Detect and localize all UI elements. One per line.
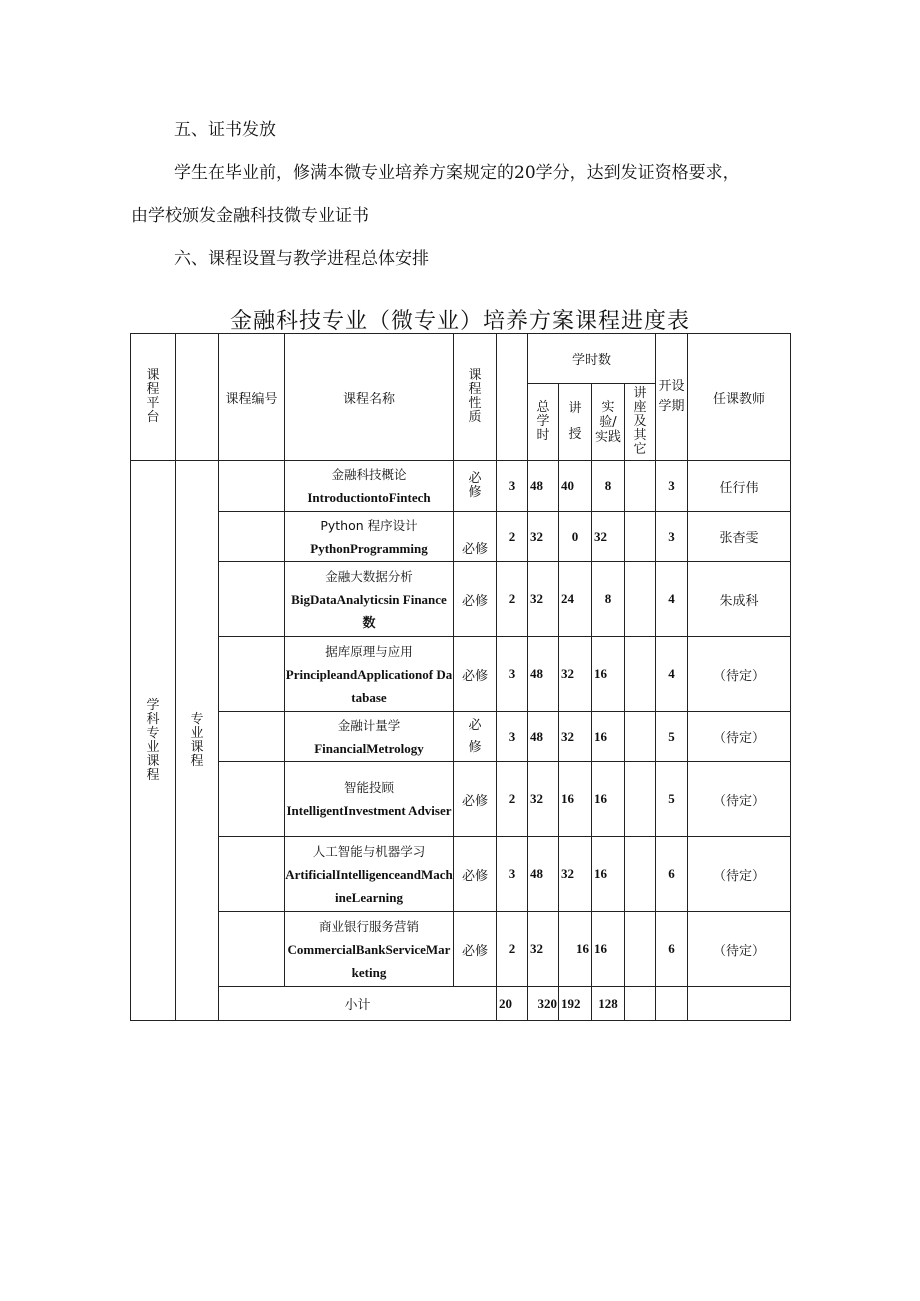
credit-cell: 3	[497, 837, 528, 912]
lab-hours-cell: 16	[592, 712, 625, 762]
section-heading-certificate: 五、证书发放	[174, 120, 276, 140]
course-code-cell	[219, 712, 285, 762]
lecture-hours-cell: 32	[559, 637, 592, 712]
teacher-cell: 朱成科	[688, 562, 791, 637]
semester-cell: 4	[656, 562, 688, 637]
total-hours-cell: 32	[528, 512, 559, 562]
course-name-cell: 金融科技概论 IntroductiontoFintech	[285, 461, 454, 512]
course-type-cell: 必修	[454, 637, 497, 712]
table-row	[131, 712, 791, 762]
subtotal-semester	[656, 987, 688, 1021]
lab-hours-cell: 8	[592, 562, 625, 637]
lab-hours-cell: 16	[592, 837, 625, 912]
header-code: 课程编号	[219, 334, 285, 461]
total-hours-cell: 32	[528, 912, 559, 987]
semester-cell: 3	[656, 461, 688, 512]
header-name: 课程名称	[285, 334, 454, 461]
header-teacher: 任课教师	[688, 334, 791, 461]
subtotal-teacher	[688, 987, 791, 1021]
seminar-hours-cell	[625, 562, 656, 637]
header-platform: 课程平台	[131, 334, 176, 461]
subtotal-seminar	[625, 987, 656, 1021]
header-nature: 课程性质	[454, 334, 497, 461]
table-row	[131, 512, 791, 562]
header-lab: 实验/实践	[592, 384, 625, 461]
lab-hours-cell: 16	[592, 762, 625, 837]
course-code-cell	[219, 461, 285, 512]
course-name-cell: 人工智能与机器学习 ArtificialIntelligenceandMachineLearning	[285, 837, 454, 912]
platform-cell: 学科专业课程	[131, 461, 176, 1021]
seminar-hours-cell	[625, 837, 656, 912]
seminar-hours-cell	[625, 512, 656, 562]
total-hours-cell: 32	[528, 562, 559, 637]
course-code-cell	[219, 762, 285, 837]
table-row	[131, 762, 791, 837]
teacher-cell: （待定）	[688, 762, 791, 837]
semester-cell: 3	[656, 512, 688, 562]
total-hours-cell: 48	[528, 637, 559, 712]
table-row	[131, 637, 791, 712]
course-name-cell: 商业银行服务营销 CommercialBankServiceMarketing	[285, 912, 454, 987]
header-blank	[176, 334, 219, 461]
seminar-hours-cell	[625, 637, 656, 712]
subtotal-lab-hours: 128	[592, 987, 625, 1021]
lab-hours-cell: 16	[592, 912, 625, 987]
lab-hours-cell: 32	[592, 512, 625, 562]
semester-cell: 4	[656, 637, 688, 712]
teacher-cell: （待定）	[688, 637, 791, 712]
table-row	[131, 461, 791, 512]
course-name-cell: 金融大数据分析 BigDataAnalyticsin Finance 数	[285, 562, 454, 637]
credit-cell: 3	[497, 712, 528, 762]
course-code-cell	[219, 637, 285, 712]
lecture-hours-cell: 40	[559, 461, 592, 512]
course-name-cell: 金融计量学 FinancialMetrology	[285, 712, 454, 762]
course-type-cell: 必修	[454, 461, 497, 512]
lecture-hours-cell: 24	[559, 562, 592, 637]
course-type-cell: 必修	[454, 762, 497, 837]
header-hours: 学时数	[528, 334, 656, 384]
course-name-cell: 智能投顾 IntelligentInvestment Adviser	[285, 762, 454, 837]
lecture-hours-cell: 0	[559, 512, 592, 562]
course-name-cell: Python 程序设计 PythonProgramming	[285, 512, 454, 562]
subtotal-lecture-hours: 192	[559, 987, 592, 1021]
teacher-cell: （待定）	[688, 912, 791, 987]
certificate-paragraph-line-1: 学生在毕业前，修满本微专业培养方案规定的20学分，达到发证资格要求，	[174, 163, 740, 183]
course-type-cell: 必修	[454, 512, 497, 562]
table-row	[131, 912, 791, 987]
course-code-cell	[219, 912, 285, 987]
total-hours-cell: 48	[528, 461, 559, 512]
credit-cell: 2	[497, 912, 528, 987]
lecture-hours-cell: 32	[559, 712, 592, 762]
lecture-hours-cell: 32	[559, 837, 592, 912]
teacher-cell: 任行伟	[688, 461, 791, 512]
header-lecture: 讲授	[559, 384, 592, 461]
teacher-cell: （待定）	[688, 837, 791, 912]
total-hours-cell: 48	[528, 712, 559, 762]
teacher-cell: 张杳雯	[688, 512, 791, 562]
course-type-cell: 必修	[454, 562, 497, 637]
semester-cell: 5	[656, 712, 688, 762]
seminar-hours-cell	[625, 762, 656, 837]
subtotal-total-hours: 320	[528, 987, 559, 1021]
table-row	[131, 562, 791, 637]
course-code-cell	[219, 837, 285, 912]
semester-cell: 5	[656, 762, 688, 837]
lecture-hours-cell: 16	[559, 762, 592, 837]
category-cell: 专业课程	[176, 461, 219, 1021]
header-credit-blank	[497, 334, 528, 461]
credit-cell: 2	[497, 762, 528, 837]
lab-hours-cell: 8	[592, 461, 625, 512]
header-seminar: 讲座及其它	[625, 384, 656, 461]
table-row	[131, 837, 791, 912]
subtotal-credit: 20	[497, 987, 528, 1021]
credit-cell: 3	[497, 461, 528, 512]
semester-cell: 6	[656, 912, 688, 987]
course-schedule-table	[130, 333, 791, 1021]
section-heading-curriculum: 六、课程设置与教学进程总体安排	[174, 249, 429, 269]
lecture-hours-cell: 16	[559, 912, 592, 987]
course-type-cell: 必修	[454, 712, 497, 762]
seminar-hours-cell	[625, 461, 656, 512]
course-name-cell: 据库原理与应用 PrincipleandApplicationof Database	[285, 637, 454, 712]
seminar-hours-cell	[625, 912, 656, 987]
teacher-cell: （待定）	[688, 712, 791, 762]
subtotal-row	[131, 987, 791, 1021]
header-total-hours: 总学时	[528, 384, 559, 461]
lab-hours-cell: 16	[592, 637, 625, 712]
certificate-paragraph-line-2: 由学校颁发金融科技微专业证书	[131, 206, 369, 226]
seminar-hours-cell	[625, 712, 656, 762]
semester-cell: 6	[656, 837, 688, 912]
subtotal-label: 小计	[219, 987, 497, 1021]
course-type-cell: 必修	[454, 837, 497, 912]
credit-cell: 2	[497, 562, 528, 637]
course-type-cell: 必修	[454, 912, 497, 987]
credit-cell: 3	[497, 637, 528, 712]
header-semester: 开设学期	[656, 334, 688, 461]
table-title: 金融科技专业（微专业）培养方案课程进度表	[229, 309, 690, 334]
credit-cell: 2	[497, 512, 528, 562]
total-hours-cell: 32	[528, 762, 559, 837]
course-code-cell	[219, 562, 285, 637]
total-hours-cell: 48	[528, 837, 559, 912]
course-code-cell	[219, 512, 285, 562]
